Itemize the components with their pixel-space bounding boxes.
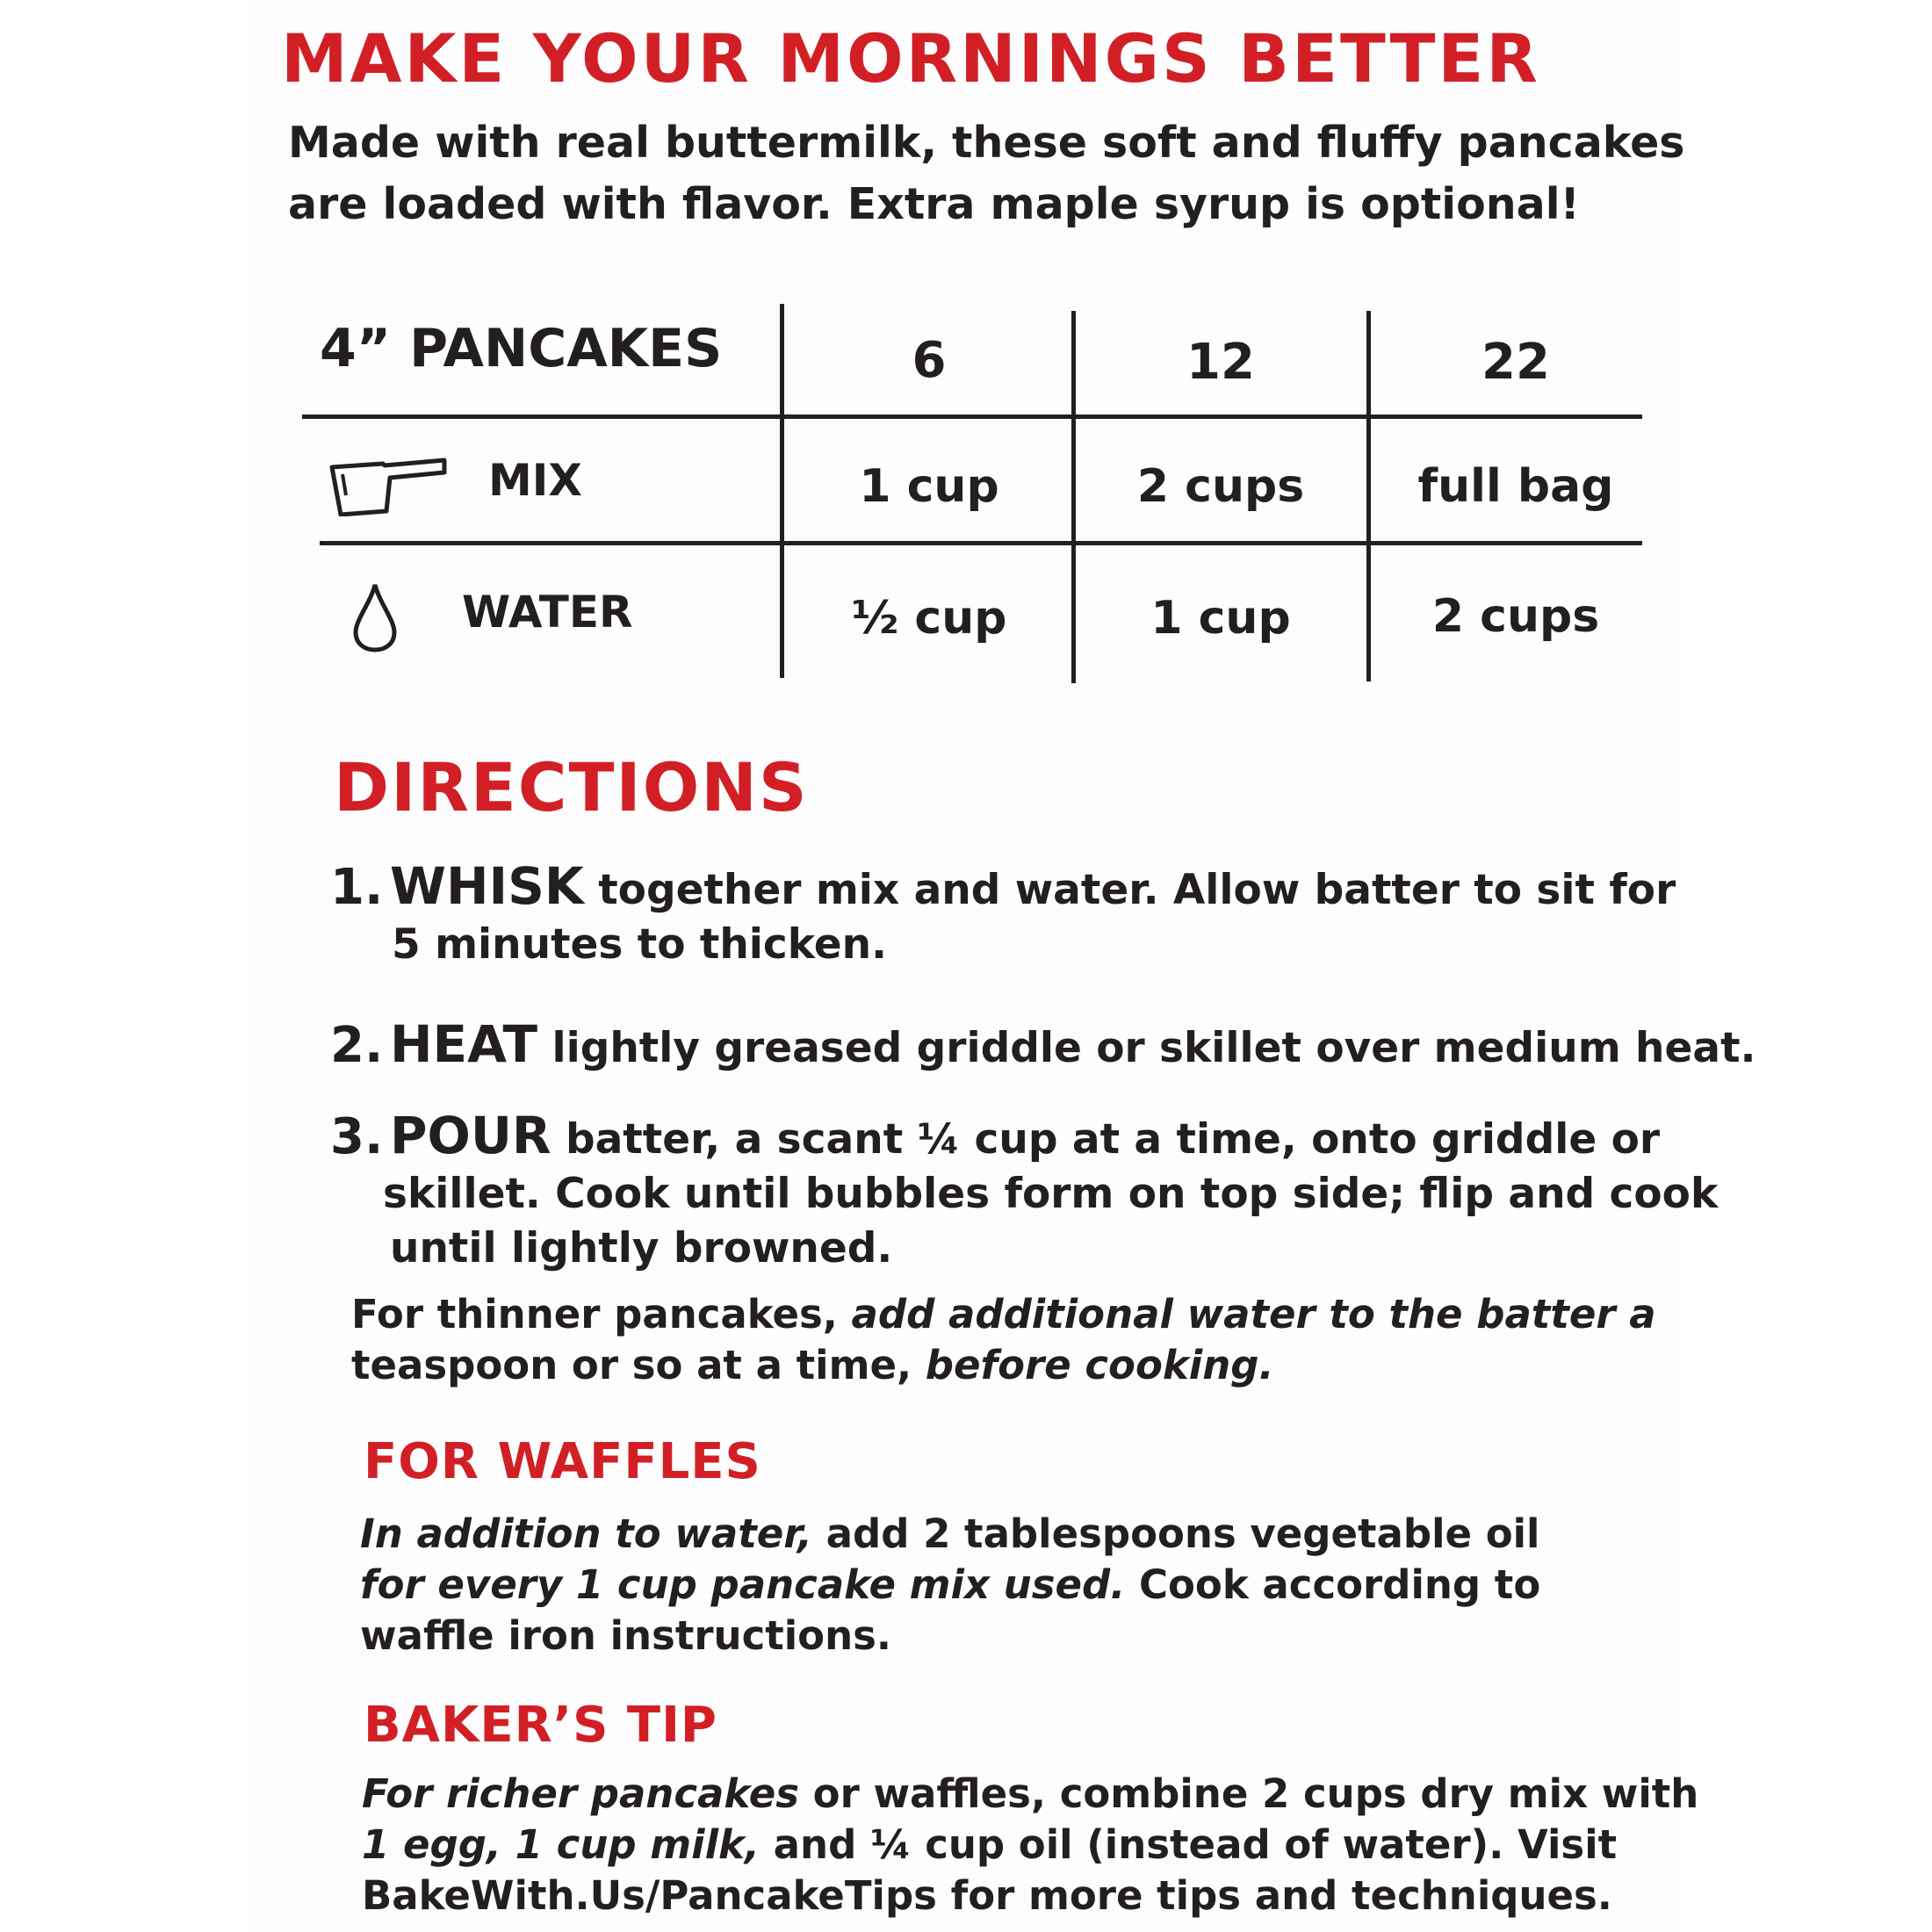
table-cell: 1 cup: [1150, 592, 1291, 645]
thinner-pancakes-note: [351, 1289, 1656, 1391]
tip-text-line: for more tips and techniques.: [936, 1872, 1612, 1919]
note-text-italic: add additional water to the batter a: [837, 1291, 1656, 1337]
table-rule: [302, 415, 1642, 419]
note-text: For thinner pancakes,: [351, 1291, 838, 1337]
step-text: until lightly browned.: [390, 1224, 893, 1272]
measuring-cup-icon: [328, 455, 448, 520]
step-verb: HEAT: [390, 1014, 538, 1074]
tip-text-italic: For richer pancakes: [362, 1770, 800, 1817]
direction-step-2: [330, 1014, 1756, 1076]
row-label-water: WATER: [462, 587, 633, 638]
waffles-title: FOR WAFFLES: [364, 1433, 761, 1490]
direction-step-3: [330, 1108, 1718, 1276]
step-number: 2.: [330, 1017, 384, 1074]
tip-text-line: and ¼ cup oil (instead of water). Visit: [760, 1821, 1618, 1868]
headline: MAKE YOUR MORNINGS BETTER: [281, 19, 1540, 97]
column-header: 22: [1481, 334, 1550, 391]
row-label-mix: MIX: [488, 455, 582, 506]
intro-line-2: are loaded with flavor. Extra maple syrup is optional!: [288, 179, 1580, 229]
waffles-text-line: add 2 tablespoons vegetable oil: [811, 1510, 1540, 1557]
step-number: 3.: [330, 1108, 384, 1165]
table-cell: 2 cups: [1431, 590, 1600, 643]
tip-text-line: or waffles, combine 2 cups dry mix with: [799, 1770, 1699, 1817]
table-cell: ½ cup: [851, 592, 1007, 645]
waffles-text: [360, 1509, 1540, 1662]
column-header: 12: [1186, 334, 1255, 391]
step-verb: WHISK: [390, 856, 584, 916]
direction-step-1: [330, 856, 1676, 972]
table-cell: full bag: [1417, 460, 1614, 513]
intro-line-1: Made with real buttermilk, these soft and fluffy pancakes: [288, 118, 1685, 168]
column-header: 6: [912, 332, 947, 389]
tip-text-italic: 1 egg, 1 cup milk,: [362, 1821, 761, 1868]
waffles-text-italic: for every 1 cup pancake mix used.: [360, 1561, 1126, 1608]
step-text: batter, a scant ¼ cup at a time, onto griddle or: [551, 1115, 1661, 1164]
water-drop-icon: [351, 581, 399, 657]
tip-link-text: BakeWith.Us/PancakeTips: [362, 1872, 937, 1919]
note-text-italic: before cooking.: [912, 1342, 1274, 1388]
waffles-text-line: waffle iron instructions.: [360, 1612, 892, 1659]
step-verb: POUR: [390, 1106, 551, 1165]
waffles-text-line: Cook according to: [1125, 1561, 1541, 1608]
intro-text: [288, 112, 1684, 235]
bakers-tip-title: BAKER’S TIP: [364, 1697, 717, 1754]
table-header-label: 4” PANCAKES: [320, 318, 723, 379]
bakers-tip-text: [362, 1769, 1698, 1921]
step-text: skillet. Cook until bubbles form on top side; flip and cook: [383, 1170, 1719, 1218]
waffles-text-italic: In addition to water,: [360, 1510, 812, 1557]
table-rule: [320, 541, 1642, 545]
step-number: 1.: [330, 859, 384, 916]
step-text: together mix and water. Allow batter to sit for: [583, 866, 1676, 914]
directions-title: DIRECTIONS: [334, 748, 809, 826]
measurement-table: [302, 304, 1642, 681]
table-cell: 1 cup: [859, 460, 999, 513]
table-cell: 2 cups: [1136, 460, 1305, 513]
step-text: 5 minutes to thicken.: [392, 920, 887, 969]
step-text: lightly greased griddle or skillet over medium heat.: [537, 1024, 1756, 1072]
note-text: teaspoon or so at a time,: [351, 1342, 912, 1388]
